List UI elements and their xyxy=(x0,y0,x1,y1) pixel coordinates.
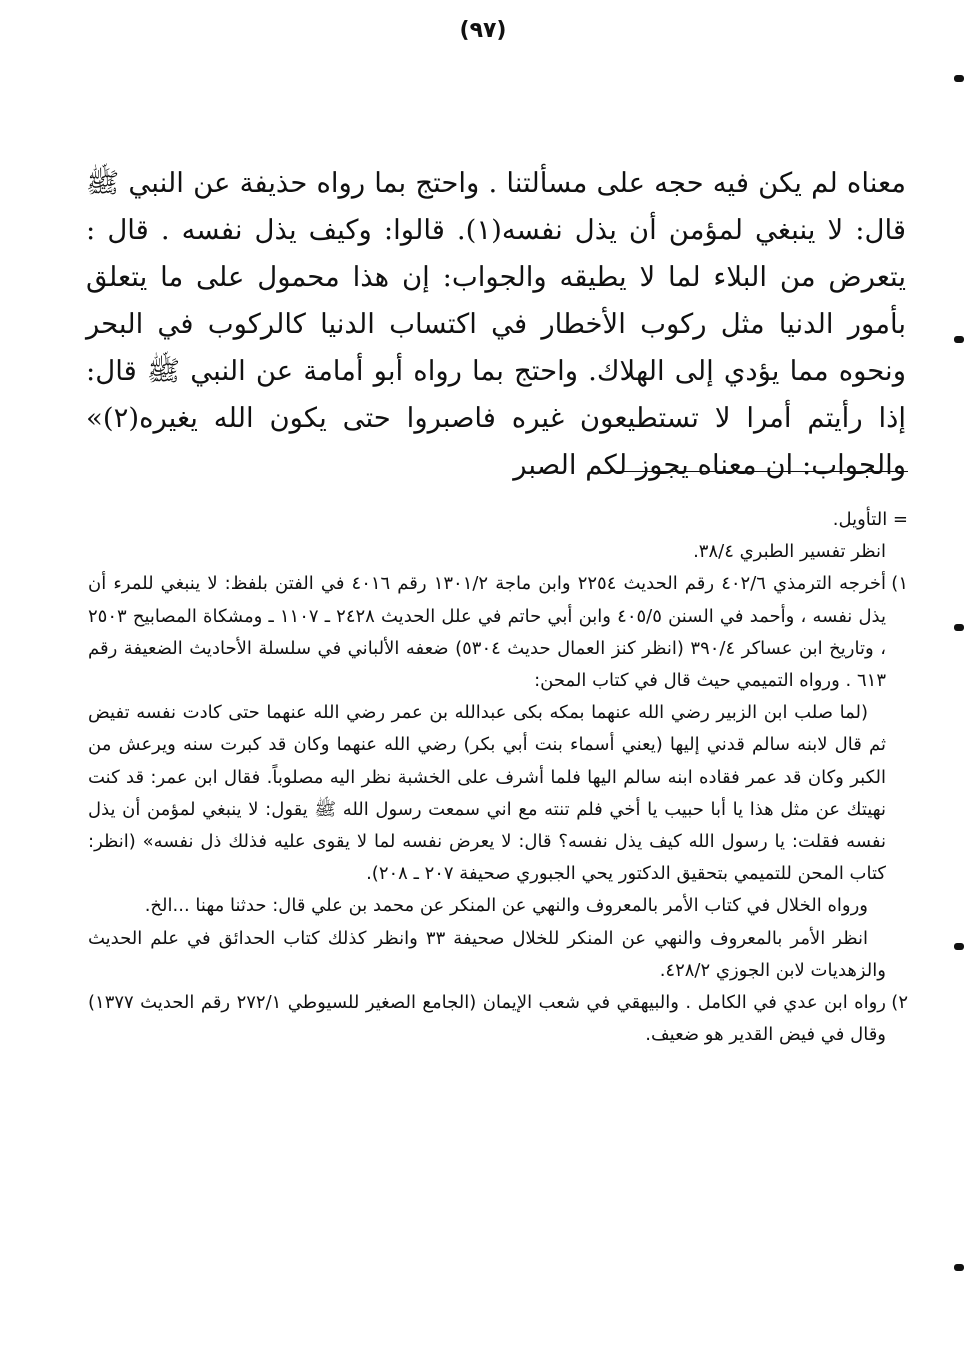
footnote-1 xyxy=(88,568,908,697)
footnote-1-quote: (لما صلب ابن الزبير رضي الله عنهما بمكه بكى عبدالله بن عمر رضي الله عنهما حتى كادت نفسه تفيض ثم قال لابنه سالم قدني إليها (يعني أسماء بنت أبي بكر) رضي الله عنهما وكان قد كبرت سنه ويرعش من الكبر وكان قد عمر فقاده ابنه سالم اليها فلما أشرف على الخشبة نظر اليه مصلوباً. فقال ابن عمر: قد كنت نهيتك عن مثل هذا يا أبا حبيب يا أخي فلم تنته مع اني سمعت رسول الله ﷺ يقول: لا ينبغي لمؤمن أن يذل نفسه فقلت: يا رسول الله كيف يذل نفسه؟ قال: لا يعرض نفسه لما لا يقوى عليه فذلك ذل نفسه» (انظر: كتاب المحن للتميمي بتحقيق الدكتور يحي الجبوري صحيفة ٢٠٧ ـ ٢٠٨). xyxy=(88,702,886,885)
footnote-continuation: = التأويل. xyxy=(832,509,908,530)
footnote-2-text: رواه ابن عدي في الكامل . والبيهقي في شعب الإيمان (الجامع الصغير للسيوطي ٢٧٢/١ رقم الحديث ١٣٧٧) وقال في فيض القدير هو ضعيف. xyxy=(88,992,886,1046)
footnote-1-number: ١) xyxy=(891,573,908,595)
main-text xyxy=(86,160,906,489)
footnote-continuation-ref: انظر تفسير الطبري ٣٨/٤. xyxy=(693,541,886,563)
page-number: (٩٧) xyxy=(459,18,507,43)
scan-edge-mark xyxy=(954,624,964,631)
footnote-2 xyxy=(88,987,908,1051)
footnote-separator xyxy=(612,471,908,472)
footnote-1-khallal-ref: انظر الأمر بالمعروف والنهي عن المنكر للخلال صحيفة ٣٣ وانظر كذلك كتاب الحدائق في علم الحديث والزهديات لابن الجوزي ٤٢٨/٢. xyxy=(88,927,886,981)
footnotes xyxy=(88,504,908,1051)
main-paragraph: معناه لم يكن فيه حجه على مسألتنا . واحتج بما رواه حذيفة عن النبي ﷺ قال: لا ينبغي لمؤمن أن يذل نفسه(١). قالوا: وكيف يذل نفسه . قال : يتعرض من البلاء لما لا يطيقه والجواب: إن هذا محمول على ما يتعلق بأمور الدنيا مثل ركوب الأخطار في اكتساب الدنيا كالركوب في البحر ونحوه مما يؤدي إلى الهلاك. واحتج بما رواه أبو أمامة عن النبي ﷺ قال: إذا رأيتم أمرا لا تستطيعون غيره فاصبروا حتى يكون الله يغيره(٢)» والجواب: ان معناه يجوز لكم الصبر xyxy=(86,167,906,481)
scan-edge-mark xyxy=(954,1264,964,1271)
scan-edge-mark xyxy=(954,75,964,82)
footnote-1-khallal: ورواه الخلال في كتاب الأمر بالمعروف والنهي عن المنكر عن محمد بن علي قال: حدثنا مهنا ...الخ. xyxy=(144,895,868,917)
scan-edge-mark xyxy=(954,943,964,950)
scan-edge-mark xyxy=(954,336,964,343)
footnote-1-text: أخرجه الترمذي ٤٠٢/٦ رقم الحديث ٢٢٥٤ وابن ماجة ١٣٠١/٢ رقم ٤٠١٦ في الفتن بلفظ: لا ينبغي للمرء أن يذل نفسه ، وأحمد في السنن ٤٠٥/٥ وابن أبي حاتم في علل الحديث ٢٤٢٨ ـ ١١٠٧ ـ ومشكاة المصابيح ٢٥٠٣ ، وتاريخ ابن عساكر ٣٩٠/٤ (انظر كنز العمال حديث ٥٣٠٤) ضعفه الألباني في سلسلة الأحاديث الضعيفة رقم ٦١٣ . ورواه التميمي حيث قال في كتاب المحن: xyxy=(88,573,887,692)
footnote-2-number: ٢) xyxy=(891,992,908,1014)
